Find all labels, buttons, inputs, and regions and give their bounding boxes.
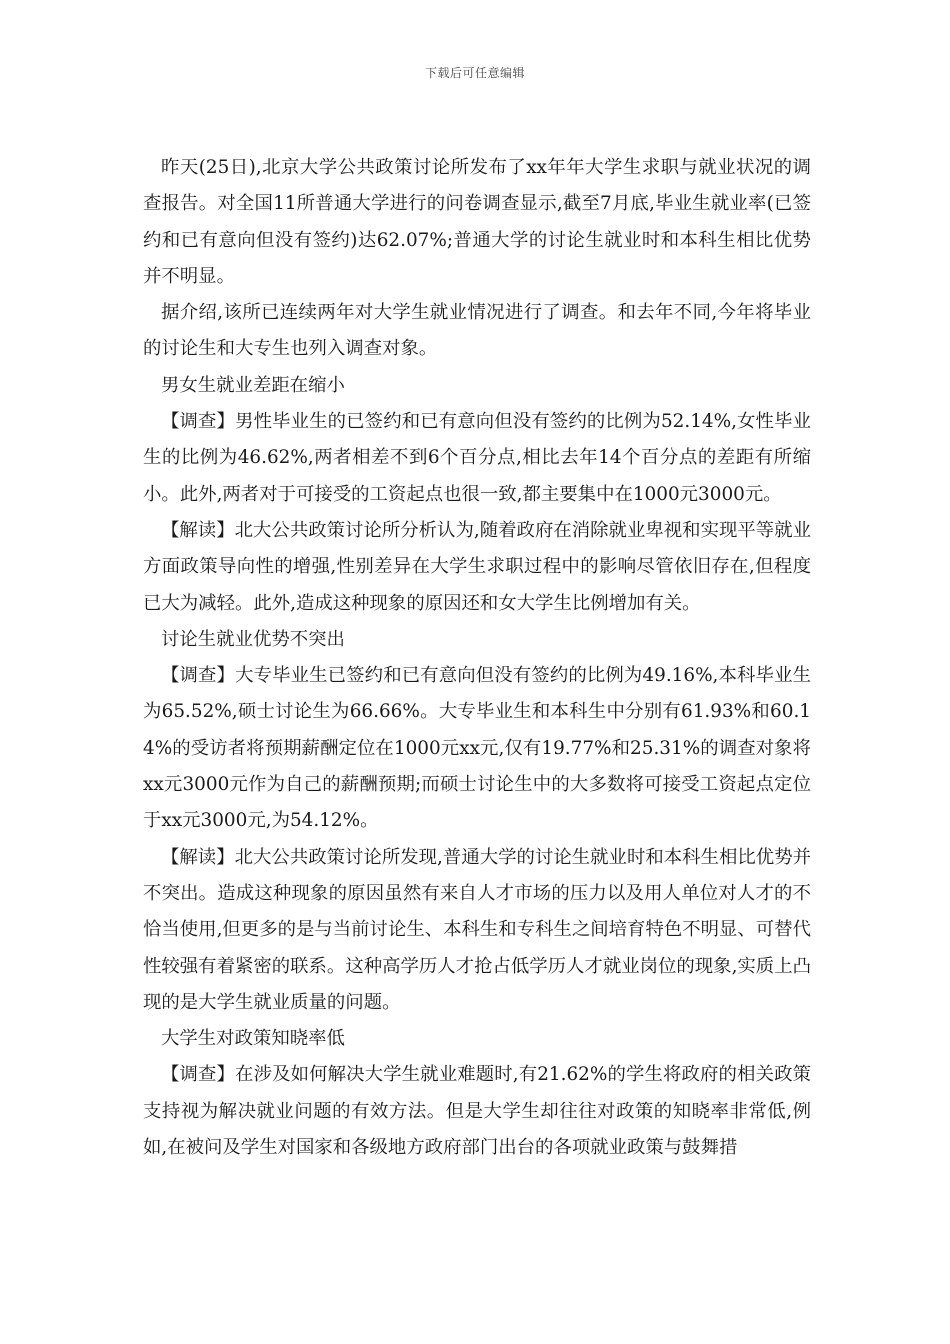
page-header-note: 下载后可任意编辑 [424, 66, 525, 80]
paragraph-graduate-analysis: 【解读】北大公共政策讨论所发现,普通大学的讨论生就业时和本科生相比优势并不突出。造成这种现象的原因虽然有来自人才市场的压力以及用人单位对人才的不恰当使用,但更多的是与当前讨论生、本科生和专科生之间培育特色不明显、可替代性较强有着紧密的联系。这种高学历人才抢占低学历人才就业岗位的现象,实质上凸现的是大学生就业质量的问题。 [143, 846, 811, 1013]
paragraph-graduate-survey: 【调查】大专毕业生已签约和已有意向但没有签约的比例为49.16%,本科毕业生为65.52%,硕士讨论生为66.66%。大专毕业生和本科生中分别有61.93%和60.14%的受访者将预期薪酬定位在1000元xx元,仅有19.77%和25.31%的调查对象将xx元3000元作为自己的薪酬预期;而硕士讨论生中的大多数将可接受工资起点定位于xx元3000元,为54.12%。 [143, 665, 811, 832]
document-body [143, 150, 811, 1166]
section-heading-policy-awareness: 大学生对政策知晓率低 [161, 1028, 345, 1050]
paragraph-gender-survey: 【调查】男性毕业生的已签约和已有意向但没有签约的比例为52.14%,女性毕业生的比例为46.62%,两者相差不到6个百分点,相比去年14个百分点的差距有所缩小。此外,两者对于可接受的工资起点也很一致,都主要集中在1000元3000元。 [143, 411, 811, 505]
section-heading-gender-gap: 男女生就业差距在缩小 [161, 374, 345, 396]
paragraph-intro: 昨天(25日),北京大学公共政策讨论所发布了xx年年大学生求职与就业状况的调查报告。对全国11所普通大学进行的问卷调查显示,截至7月底,毕业生就业率(已签约和已有意向但没有签约)达62.07%;普通大学的讨论生就业时和本科生相比优势并不明显。 [143, 157, 811, 287]
section-heading-graduate-advantage: 讨论生就业优势不突出 [161, 628, 345, 650]
paragraph-gender-analysis: 【解读】北大公共政策讨论所分析认为,随着政府在消除就业卑视和实现平等就业方面政策导向性的增强,性别差异在大学生求职过程中的影响尽管依旧存在,但程度已大为减轻。此外,造成这种现象的原因还和女大学生比例增加有关。 [143, 519, 811, 614]
paragraph-background: 据介绍,该所已连续两年对大学生就业情况进行了调查。和去年不同,今年将毕业的讨论生和大专生也列入调查对象。 [143, 302, 811, 360]
paragraph-policy-survey: 【调查】在涉及如何解决大学生就业难题时,有21.62%的学生将政府的相关政策支持视为解决就业问题的有效方法。但是大学生却往往对政策的知晓率非常低,例如,在被问及学生对国家和各级地方政府部门出台的各项就业政策与鼓舞措 [143, 1064, 811, 1159]
